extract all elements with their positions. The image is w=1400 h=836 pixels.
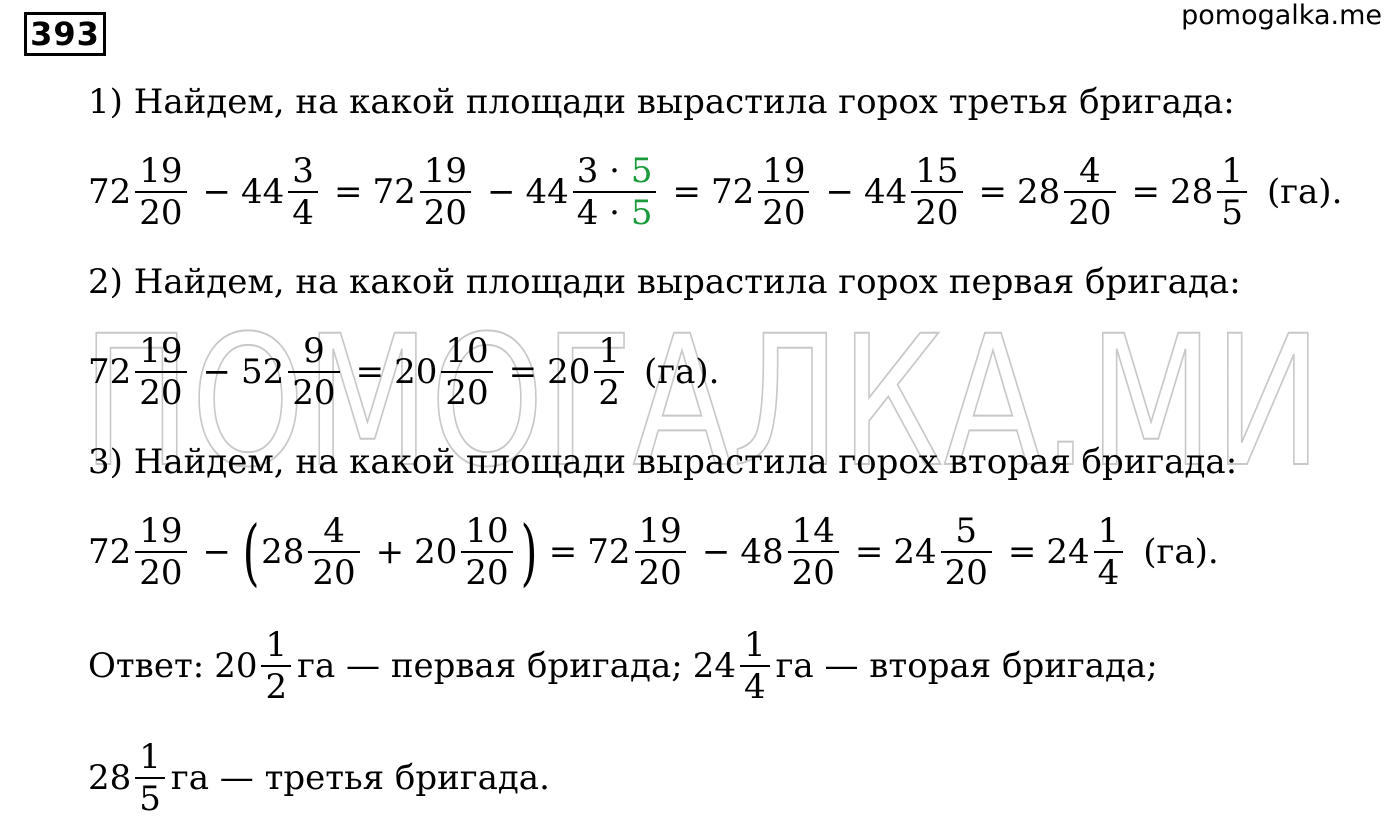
numerator: 1 [1097,511,1120,551]
fraction [288,331,339,413]
multiplier-highlight: 5 [630,151,653,191]
numerator: 19 [139,151,183,191]
watermark-text: ПОМОГАЛКА.МИ [82,326,1322,476]
numerator: 4 [1079,151,1101,191]
numerator: 15 [915,151,959,191]
fraction [635,511,686,593]
numerator: 19 [762,151,806,191]
equals-sign: = [333,172,363,212]
answer-line-2 [88,732,550,824]
close-paren: ) [520,510,538,594]
answer-line-1 [88,620,1158,712]
whole: 72 [372,172,416,212]
answer-text: га — вторая бригада; [775,646,1158,686]
whole: 28 [1170,172,1214,212]
minus-sign: − [202,172,232,212]
denominator: 20 [788,551,839,590]
fraction [788,511,839,593]
denominator: 20 [758,191,809,230]
step3-heading-text: 3) Найдем, на какой площади вырастила горох вторая бригада: [88,442,1238,482]
numerator: 19 [423,151,467,191]
minus-sign: − [825,172,854,212]
numerator: 3 [292,151,314,191]
fraction [261,625,291,707]
denominator-value: 4 [576,193,599,233]
denominator: 20 [911,191,962,230]
whole: 20 [547,352,591,392]
minus-sign: − [486,172,516,212]
whole: 28 [88,758,132,798]
step3-equation [88,506,1219,598]
denominator: 20 [461,551,512,590]
whole: 24 [1046,532,1090,572]
fraction [441,331,492,413]
equals-sign: = [355,352,385,392]
denominator: 20 [1064,191,1115,230]
fraction-with-multiplier [573,151,657,233]
whole: 24 [893,532,937,572]
fraction [135,511,186,593]
numerator: 10 [445,331,489,371]
denominator: 20 [308,551,359,590]
step2-equation [88,326,719,418]
equals-sign: = [854,532,884,572]
denominator: 20 [135,191,186,230]
numerator: 1 [265,625,288,665]
step1-heading [88,82,1235,122]
numerator: 1 [139,737,161,777]
unit-text: (га). [644,352,720,392]
fraction [1217,151,1247,233]
minus-sign: − [202,352,232,392]
multiplier-highlight: 5 [630,193,653,233]
equals-sign: = [1131,172,1161,212]
numerator: 1 [1221,151,1243,191]
fraction [461,511,512,593]
denominator: 4 [288,191,318,230]
answer-text: га — третья бригада. [170,758,550,798]
whole: 28 [1017,172,1061,212]
denominator: 20 [420,191,471,230]
denominator: 2 [594,371,624,410]
whole: 48 [740,532,784,572]
whole: 72 [88,352,132,392]
step3-heading [88,442,1237,482]
fraction [941,511,992,593]
fraction [1064,151,1115,233]
equals-sign: = [978,172,1008,212]
whole: 72 [710,172,755,212]
step1-equation [88,146,1342,238]
whole: 20 [214,646,258,686]
problem-number-badge: 393 [24,12,106,56]
fraction [740,625,770,707]
equals-sign: = [672,172,701,212]
whole: 44 [241,172,285,212]
whole: 44 [525,172,569,212]
plus-sign: + [375,532,405,572]
numerator: 3 · 5 [576,151,653,191]
denominator: 20 [135,551,186,590]
equals-sign: = [508,352,538,392]
denominator: 4 [740,665,770,704]
site-name: pomogalka.me [1181,0,1382,31]
denominator: 5 [135,777,165,816]
fraction [911,151,962,233]
minus-sign: − [202,532,232,572]
numerator: 19 [139,511,183,551]
fraction [1094,511,1124,593]
fraction [135,331,186,413]
answer-text: га — первая бригада; [297,646,683,686]
whole: 20 [414,532,458,572]
fraction [308,511,359,593]
step2-heading-text: 2) Найдем, на какой площади вырастила горох первая бригада: [88,262,1241,302]
answer-label: Ответ: [88,646,205,686]
denominator: 2 [261,665,291,704]
equals-sign: = [548,532,578,572]
fraction [594,331,624,413]
unit-text: (га). [1266,172,1343,212]
numerator: 5 [955,511,978,551]
whole: 52 [241,352,285,392]
numerator: 4 [323,511,345,551]
fraction [288,151,318,233]
numerator: 19 [638,511,682,551]
numerator-value: 3 [576,151,599,191]
numerator: 1 [743,625,766,665]
fraction [758,151,809,233]
denominator: 20 [135,371,186,410]
denominator: 20 [441,371,492,410]
denominator: 4 · 5 [573,191,657,230]
equals-sign: = [1007,532,1037,572]
denominator: 4 [1094,551,1124,590]
step1-heading-text: 1) Найдем, на какой площади вырастила горох третья бригада: [88,82,1235,122]
unit-text: (га). [1143,532,1219,572]
whole: 44 [863,172,908,212]
denominator: 20 [635,551,686,590]
minus-sign: − [701,532,731,572]
numerator: 14 [791,511,835,551]
denominator: 5 [1217,191,1247,230]
fraction [420,151,471,233]
denominator: 20 [941,551,992,590]
numerator: 19 [139,331,183,371]
step2-heading [88,262,1241,302]
whole: 20 [394,352,438,392]
fraction [135,737,165,819]
denominator: 20 [288,371,339,410]
numerator: 9 [303,331,325,371]
whole: 28 [261,532,305,572]
numerator: 1 [598,331,620,371]
fraction [135,151,186,233]
open-paren: ( [242,510,260,594]
whole: 72 [88,532,132,572]
whole: 24 [692,646,736,686]
numerator: 10 [465,511,509,551]
whole: 72 [88,172,132,212]
whole: 72 [587,532,631,572]
